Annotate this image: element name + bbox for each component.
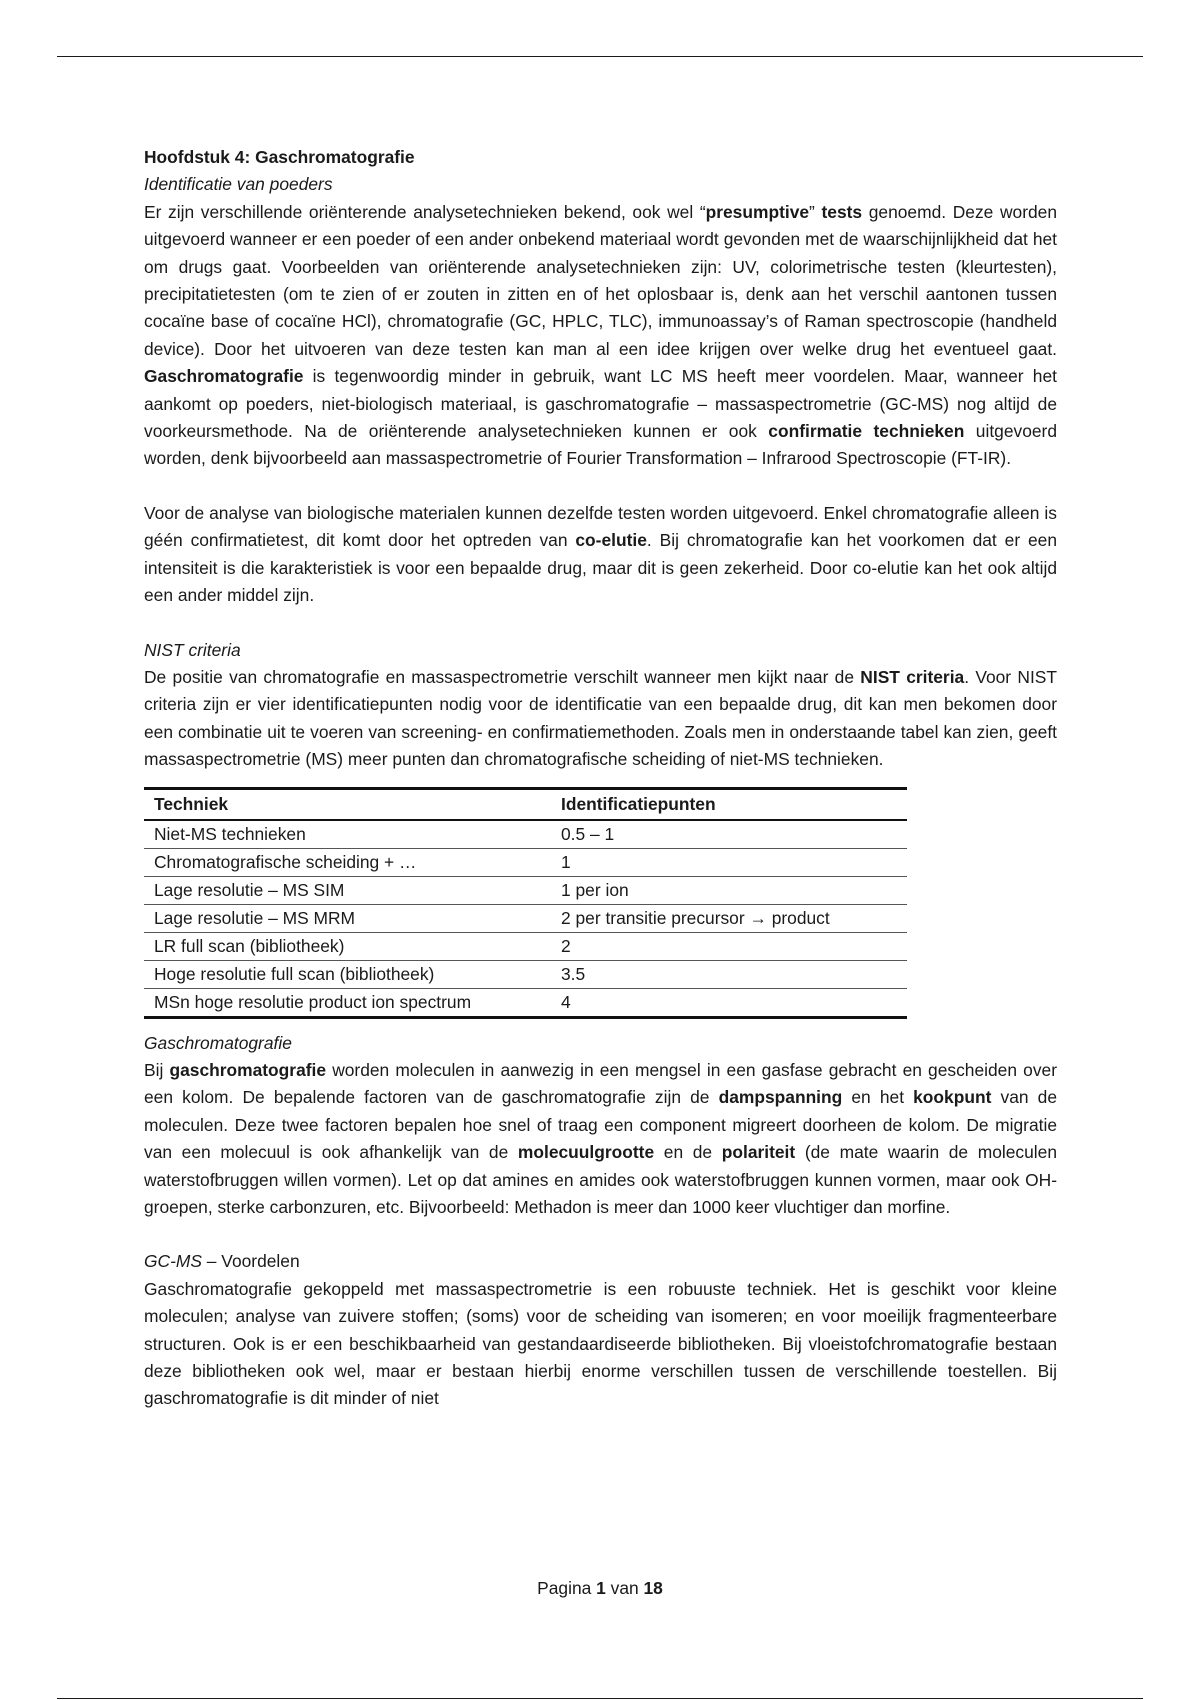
table-cell-technique: MSn hoge resolutie product ion spectrum — [154, 991, 472, 1012]
paragraph-gaschromatografie-1 — [144, 1057, 1057, 1221]
bold-term: polariteit — [721, 1142, 796, 1163]
text-run: Bij — [144, 1059, 170, 1080]
text-run: uitgevoerd worden, denk bijvoorbeeld aan massaspectrometrie of Fourier Transformation – Infrarood Spectroscopie (FT-IR). — [144, 421, 1058, 469]
text-run: worden moleculen in aanwezig in een mengsel in een gasfase gebracht en gescheiden over een kolom. De bepalende factoren van de gaschromatografie zijn de — [144, 1059, 1057, 1108]
text-run: Er zijn verschillende oriënterende analysetechnieken bekend, ook wel “ — [144, 201, 706, 222]
bold-term: confirmatie technieken — [768, 421, 965, 442]
table-cell-points: 0.5 – 1 — [551, 820, 907, 849]
table-cell-technique: Hoge resolutie full scan (bibliotheek) — [144, 960, 551, 988]
table-header-cell: Identificatiepunten — [551, 788, 907, 820]
table-row — [144, 960, 907, 988]
text-run: . Voor NIST criteria zijn er vier identificatiepunten nodig voor de identificatie van een bepaalde drug, dit kan men bekomen door een combinatie uit te voeren van screening- en confirmatiemethoden. Zoals men in onderstaande tabel kan zien, geeft massaspectrometrie (MS) meer punten dan chromatografische scheiding of niet-MS technieken. — [144, 666, 1057, 770]
text-run: is tegenwoordig minder in gebruik, want LC MS heeft meer voordelen. Maar, wanneer het aankomt op poeders, niet-biologisch materiaal, is gaschromatografie – massaspectrometrie (GC-MS) nog altijd de voorkeursmethode. Na de oriënterende analysetechnieken kunnen er ook — [144, 366, 1057, 442]
footer-prefix: Pagina — [537, 1578, 597, 1598]
paragraph-poeders-1 — [144, 199, 1057, 473]
table-cell-technique: Chromatografische scheiding + … — [144, 848, 551, 876]
paragraph-gap — [144, 1221, 1057, 1248]
section-heading-gcms-italic: GC-MS — [144, 1251, 202, 1272]
bold-term: tests — [821, 201, 863, 222]
footer-current-page: 1 — [596, 1578, 606, 1598]
text-run: De positie van chromatografie en massaspectrometrie verschilt wanneer men kijkt naar de — [144, 666, 861, 687]
section-heading-gcms-rest: – Voordelen — [201, 1251, 300, 1272]
text-run: en het — [842, 1087, 914, 1108]
bold-term: Gaschromatografie — [144, 366, 304, 387]
text-run: en de — [654, 1142, 722, 1163]
table-cell-technique: Lage resolutie – MS MRM — [144, 904, 551, 932]
text-run: . Bij chromatografie kan het voorkomen dat er een intensiteit is die karakteristiek is voor een bepaalde drug, maar dit is geen zekerheid. Door co-elutie kan het ook altijd een ander middel zijn. — [144, 530, 1058, 606]
table-cell-points: 2 — [551, 932, 907, 960]
table-row — [144, 904, 907, 932]
paragraph-gap — [144, 610, 1057, 637]
table-row — [144, 820, 907, 849]
bold-term: dampspanning — [718, 1087, 843, 1108]
table-cell-technique: LR full scan (bibliotheek) — [144, 932, 551, 960]
bold-term: kookpunt — [913, 1087, 992, 1108]
section-heading-gcms — [144, 1248, 1057, 1275]
bold-term: co-elutie — [575, 530, 647, 551]
footer-total-pages: 18 — [643, 1578, 663, 1598]
text-run: genoemd. Deze worden uitgevoerd wanneer er een poeder of een ander onbekend materiaal wordt gevonden met de waarschijnlijkheid dat het om drugs gaat. Voorbeelden van oriënterende analysetechnieken zijn: UV, colorimetrische testen (kleurtesten), precipitatietesten (om te zien of er zouten in zitten en of het oplosbaar is, denk aan het verschil aantonen tussen cocaïne base of cocaïne HCl), chromatografie (GC, HPLC, TLC), immunoassay’s of Raman spectroscopie (handheld device). Door het uitvoeren van deze testen kan man al een idee krijgen over welke drug het eventueel gaat. — [144, 201, 1057, 359]
table-row — [144, 932, 907, 960]
paragraph-gcms-1 — [144, 1276, 1057, 1413]
table-row — [144, 876, 907, 904]
text-run: Voor de analyse van biologische materialen kunnen dezelfde testen worden uitgevoerd. Enkel chromatografie alleen is géén confirmatietest, dit komt door het optreden van — [144, 502, 1057, 551]
footer-rule — [57, 1698, 1143, 1699]
text-run: ” — [809, 201, 822, 222]
bold-term: NIST criteria — [860, 666, 965, 687]
bold-term: molecuulgrootte — [517, 1142, 655, 1163]
table-header-row — [144, 788, 907, 820]
document-body — [144, 144, 1057, 1413]
section-heading-poeders: Identificatie van poeders — [144, 174, 333, 195]
table-cell-points: 1 — [551, 848, 907, 876]
page-footer — [0, 1578, 1200, 1599]
table-header-cell: Techniek — [144, 788, 551, 820]
table-cell-points: 1 per ion — [551, 876, 907, 904]
table-cell-points: 2 per transitie precursor → product — [551, 904, 907, 932]
table-cell-technique: Lage resolutie – MS SIM — [144, 876, 551, 904]
bold-term: gaschromatografie — [169, 1059, 327, 1080]
table-row — [144, 848, 907, 876]
identification-points-table — [144, 787, 907, 1019]
bold-term: presumptive — [705, 201, 810, 222]
text-run: van de moleculen. Deze twee factoren bepalen hoe snel of traag een component migreert doorheen de kolom. De migratie van een molecuul is ook afhankelijk van de — [144, 1087, 1058, 1163]
table-cell-points: 3.5 — [551, 960, 907, 988]
table-row — [144, 988, 907, 1017]
paragraph-poeders-2 — [144, 500, 1057, 610]
section-heading-gaschromatografie: Gaschromatografie — [144, 1032, 292, 1053]
paragraph-nist-1 — [144, 664, 1057, 774]
table-cell-points: 4 — [561, 991, 571, 1012]
footer-middle: van — [605, 1578, 644, 1598]
text-run: (de mate waarin de moleculen waterstofbruggen willen vormen). Let op dat amines en amides ook waterstofbruggen kunnen vormen, maar ook OH-groepen, sterke carbonzuren, etc. Bijvoorbeeld: Methadon is meer dan 1000 keer vluchtiger dan morfine. — [144, 1142, 1058, 1217]
section-heading-nist: NIST criteria — [144, 639, 241, 660]
paragraph-gap — [144, 473, 1057, 500]
table-cell-technique: Niet-MS technieken — [144, 820, 551, 849]
chapter-title: Hoofdstuk 4: Gaschromatografie — [144, 147, 415, 167]
table-body — [144, 820, 907, 1018]
header-rule — [57, 56, 1143, 57]
text-run: Gaschromatografie gekoppeld met massaspectrometrie is een robuuste techniek. Het is geschikt voor kleine moleculen; analyse van zuivere stoffen; (soms) voor de scheiding van isomeren; en voor moeilijk fragmenteerbare structuren. Ook is er een beschikbaarheid van gestandaardiseerde bibliotheken. Bij vloeistofchromatografie bestaan deze bibliotheken ook wel, maar er bestaan hierbij enorme verschillen tussen de verschillende toestellen. Bij gaschromatografie is dit minder of niet — [144, 1278, 1057, 1409]
